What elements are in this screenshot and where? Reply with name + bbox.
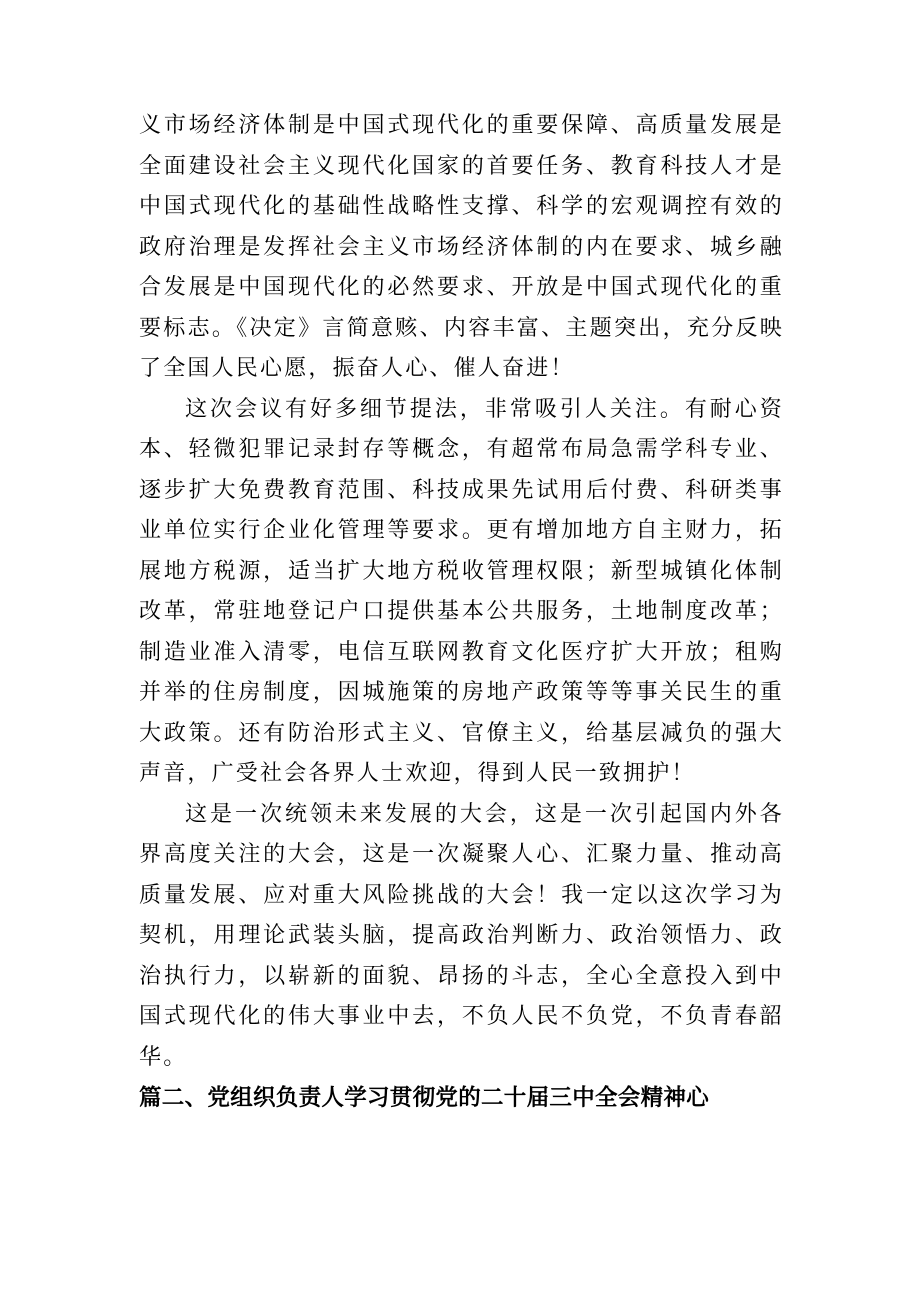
paragraph-details: 这次会议有好多细节提法，非常吸引人关注。有耐心资本、轻微犯罪记录封存等概念，有超常布局急需学科专业、逐步扩大免费教育范围、科技成果先试用后付费、科研类事业单位实行企业化管理等要求。更有增加地方自主财力，拓展地方税源，适当扩大地方税收管理权限；新型城镇化体制改革，常驻地登记户口提供基本公共服务，土地制度改革；制造业准入清零，电信互联网教育文化医疗扩大开放；租购并举的住房制度，因城施策的房地产政策等等事关民生的重大政策。还有防治形式主义、官僚主义，给基层减负的强大声音，广受社会各界人士欢迎，得到人民一致拥护！ <box>139 396 784 786</box>
paragraph-conclusion: 这是一次统领未来发展的大会，这是一次引起国内外各界高度关注的大会，这是一次凝聚人心、汇聚力量、推动高质量发展、应对重大风险挑战的大会！我一定以这次学习为契机，用理论武装头脑，提高政治判断力、政治领悟力、政治执行力，以崭新的面貌、昂扬的斗志，全心全意投入到中国式现代化的伟大事业中去，不负人民不负党，不负青春韶华。 <box>139 801 784 1070</box>
document-body <box>139 106 784 1118</box>
paragraph-continued: 义市场经济体制是中国式现代化的重要保障、高质量发展是全面建设社会主义现代化国家的首要任务、教育科技人才是中国式现代化的基础性战略性支撑、科学的宏观调控有效的政府治理是发挥社会主义市场经济体制的内在要求、城乡融合发展是中国现代化的必然要求、开放是中国式现代化的重要标志。《决定》言简意赅、内容丰富、主题突出，充分反映了全国人民心愿，振奋人心、催人奋进！ <box>139 113 784 381</box>
section-heading: 篇二、党组织负责人学习贯彻党的二十届三中全会精神心 <box>139 1085 710 1111</box>
